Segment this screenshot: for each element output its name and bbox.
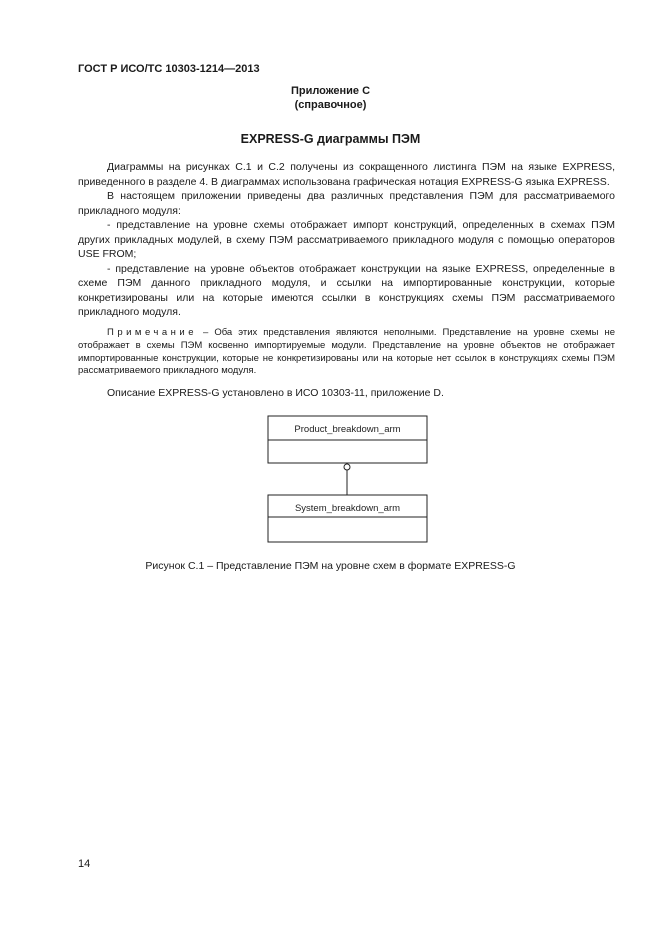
paragraph-intro: Диаграммы на рисунках С.1 и С.2 получены из сокращенного листинга ПЭМ на языке EXPRESS, приведенного в разделе 4. В диаграммах использована графическая нотация EXPRESS-G языка EXPRESS.	[78, 161, 615, 188]
page-number: 14	[78, 858, 91, 870]
note-dash: –	[197, 327, 215, 338]
figure-caption: Рисунок С.1 – Представление ПЭМ на уровне схем в формате EXPRESS-G	[145, 560, 516, 572]
top-box-label: Product_breakdown_arm	[294, 424, 401, 435]
top-entity-box	[268, 416, 427, 463]
note-text: Оба этих представления являются неполными. Представление на уровне схемы не отображает в схемы ПЭМ косвенно импортируемые модули. Представление на уровне объектов не отображает импортированные конструкции, которые не конкретизированы или на которые нет ссылок в конструкциях схемы ПЭМ рассматриваемого прикладного модуля.	[78, 327, 615, 377]
bottom-entity-box	[268, 495, 427, 542]
list-item-schema-level: - представление на уровне схемы отображает импорт конструкций, определенных в схемах ПЭМ других прикладных модулей, в схему ПЭМ рассматриваемого прикладного модуля с помощью операторов USE FROM;	[78, 219, 615, 260]
bottom-box-label: System_breakdown_arm	[294, 503, 401, 514]
appendix-title: Приложение С	[290, 85, 371, 97]
description-line: Описание EXPRESS-G установлено в ИСО 10303-11, приложение D.	[107, 387, 444, 399]
relationship-circle	[344, 464, 350, 470]
paragraph-representations: В настоящем приложении приведены два различных представления ПЭМ для рассматриваемого прикладного модуля:	[78, 190, 615, 217]
section-title: EXPRESS-G диаграммы ПЭМ	[240, 132, 421, 146]
note-label: Примечание	[107, 327, 197, 338]
appendix-type: (справочное)	[294, 99, 367, 111]
document-number: ГОСТ Р ИСО/ТС 10303-1214—2013	[78, 63, 260, 75]
list-item-object-level: - представление на уровне объектов отображает конструкции на языке EXPRESS, определенные в схеме ПЭМ данного прикладного модуля, и ссылки на импортированные конструкции, которые конкретизированы или на которые имеются ссылки в конструкциях схемы ПЭМ рассматриваемого прикладного модуля.	[78, 262, 615, 318]
